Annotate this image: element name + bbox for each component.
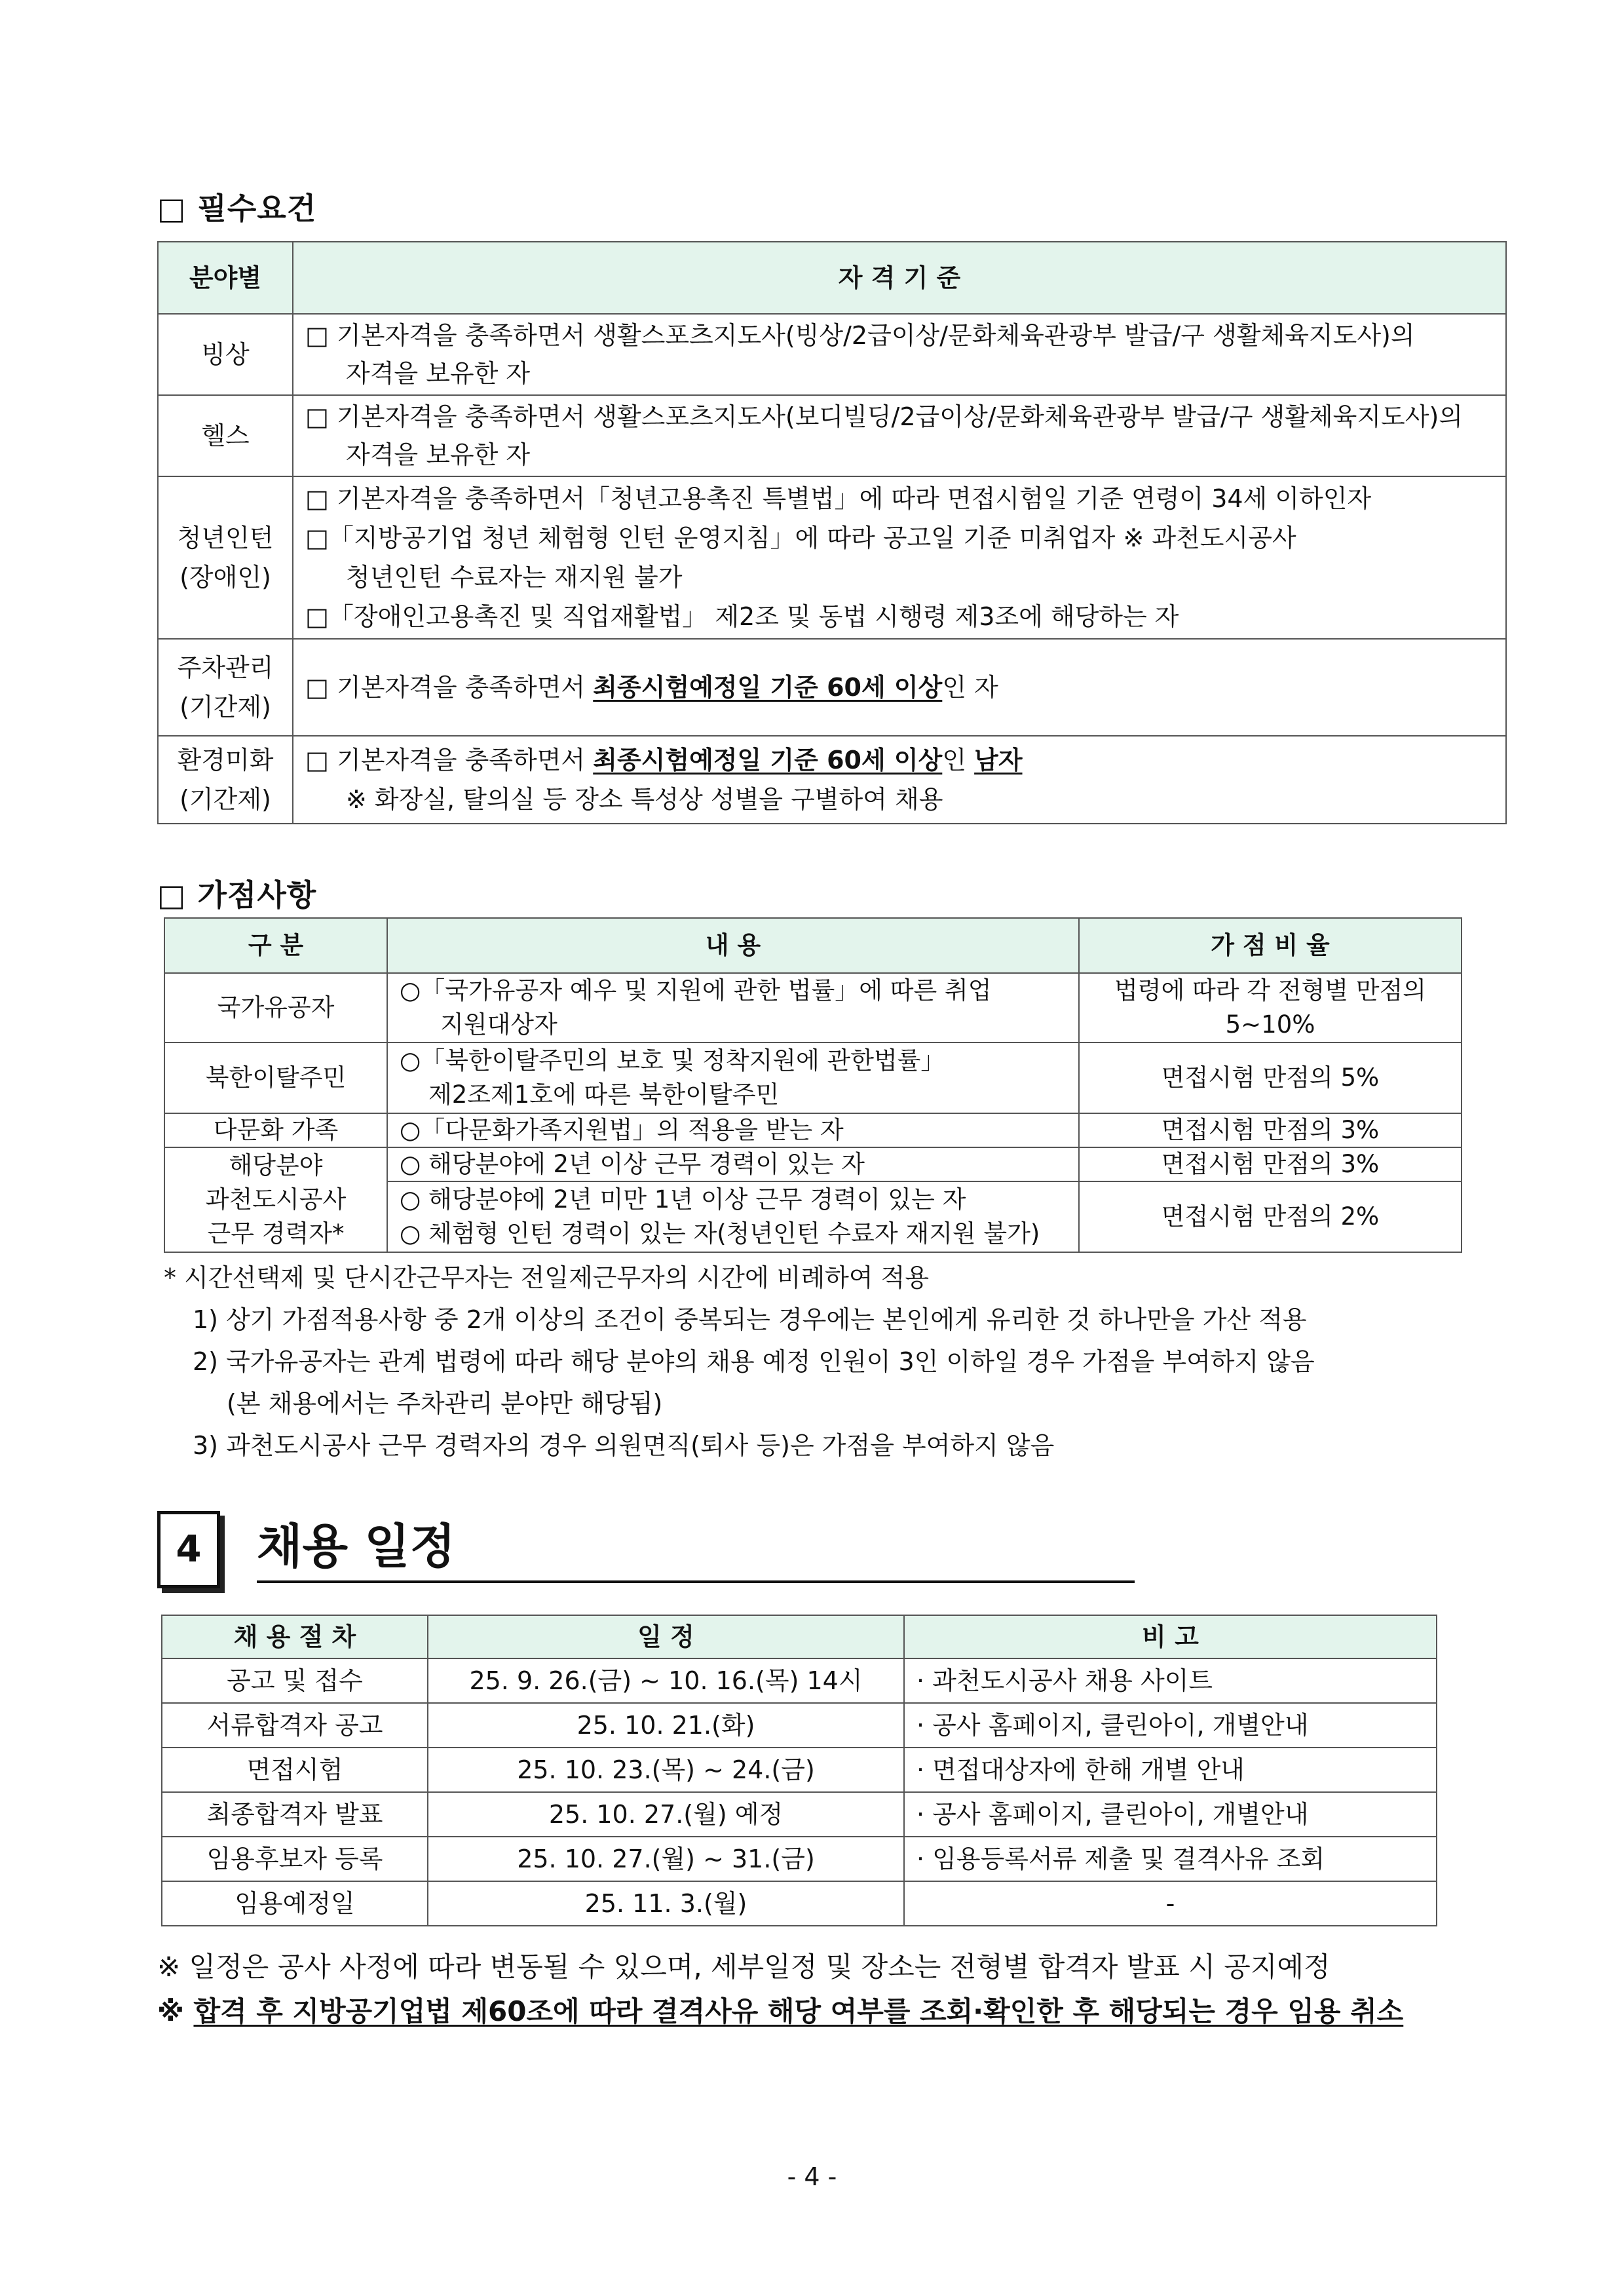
table-row (162, 1881, 1437, 1926)
content-cell: ○「북한이탈주민의 보호 및 정착지원에 관한법률」 제2조제1호에 따른 북한이탈주민 (387, 1043, 1079, 1113)
rate-cell: 면접시험 만점의 3% (1079, 1147, 1462, 1181)
date-cell: 25. 10. 27.(월) 예정 (428, 1792, 904, 1837)
criteria-cell: □ 기본자격을 충족하면서 최종시험예정일 기준 60세 이상인 남자 ※ 화장실, 탈의실 등 장소 특성상 성별을 구별하여 채용 (293, 736, 1506, 824)
note-cell: · 임용등록서류 제출 및 결격사유 조회 (904, 1837, 1437, 1881)
note-item: 1) 상기 가점적용사항 중 2개 이상의 조건이 중복되는 경우에는 본인에게 유리한 것 하나만을 가산 적용 (193, 1305, 1307, 1334)
table-row (164, 973, 1462, 1043)
step-cell: 공고 및 접수 (162, 1658, 428, 1703)
schedule-table (161, 1615, 1437, 1926)
page-number: - 4 - (787, 2162, 837, 2191)
section-required-title: □ 필수요건 (157, 191, 317, 226)
age-requirement-emphasis: 최종시험예정일 기준 60세 이상 (593, 673, 943, 702)
note-item: (본 채용에서는 주차관리 분야만 해당됨) (227, 1389, 663, 1418)
field-cell: 주차관리 (기간제) (158, 639, 293, 736)
date-cell: 25. 10. 27.(월) ~ 31.(금) (428, 1837, 904, 1881)
disqualification-footnote: ※ 합격 후 지방공기업법 제60조에 따라 결격사유 해당 여부를 조회·확인한 후 해당되는 경우 임용 취소 (157, 1995, 1404, 2027)
note-cell: · 과천도시공사 채용 사이트 (904, 1658, 1437, 1703)
table-row (164, 1043, 1462, 1113)
rate-cell: 면접시험 만점의 2% (1079, 1181, 1462, 1252)
header-field: 분야별 (158, 242, 293, 314)
content-cell: ○ 해당분야에 2년 미만 1년 이상 근무 경력이 있는 자 ○ 체험형 인턴 경력이 있는 자(청년인턴 수료자 재지원 불가) (387, 1181, 1079, 1252)
note-cell: - (904, 1881, 1437, 1926)
table-row (162, 1837, 1437, 1881)
section-schedule-title: 채용 일정 (257, 1514, 1135, 1583)
date-cell: 25. 10. 21.(화) (428, 1703, 904, 1748)
section-number-badge: 4 (157, 1511, 220, 1588)
content-cell: ○ 해당분야에 2년 이상 근무 경력이 있는 자 (387, 1147, 1079, 1181)
criteria-cell: □ 기본자격을 충족하면서 생활스포츠지도사(보디빌딩/2급이상/문화체육관광부 발급/구 생활체육지도사)의 자격을 보유한 자 (293, 395, 1506, 476)
note-item: 2) 국가유공자는 관계 법령에 따라 해당 분야의 채용 예정 인원이 3인 이하일 경우 가점을 부여하지 않음 (193, 1347, 1315, 1376)
table-row (162, 1658, 1437, 1703)
header-note: 비 고 (904, 1615, 1437, 1658)
table-row (164, 1147, 1462, 1181)
required-qualifications-table (157, 241, 1507, 824)
note-cell: · 공사 홈페이지, 클린아이, 개별안내 (904, 1703, 1437, 1748)
schedule-footnote: ※ 일정은 공사 사정에 따라 변동될 수 있으며, 세부일정 및 장소는 전형별 합격자 발표 시 공지예정 (157, 1951, 1331, 1983)
table-row (162, 1792, 1437, 1837)
step-cell: 서류합격자 공고 (162, 1703, 428, 1748)
table-row (158, 736, 1506, 824)
note-item: 3) 과천도시공사 근무 경력자의 경우 의원면직(퇴사 등)은 가점을 부여하지 않음 (193, 1431, 1055, 1460)
step-cell: 최종합격자 발표 (162, 1792, 428, 1837)
table-row (162, 1748, 1437, 1792)
step-cell: 임용후보자 등록 (162, 1837, 428, 1881)
rate-cell: 법령에 따라 각 전형별 만점의 5~10% (1079, 973, 1462, 1043)
criteria-cell: □ 기본자격을 충족하면서 생활스포츠지도사(빙상/2급이상/문화체육관광부 발급/구 생활체육지도사)의 자격을 보유한 자 (293, 314, 1506, 395)
field-cell: 헬스 (158, 395, 293, 476)
header-criteria: 자 격 기 준 (293, 242, 1506, 314)
category-cell: 북한이탈주민 (164, 1043, 387, 1113)
header-date: 일 정 (428, 1615, 904, 1658)
table-row (158, 476, 1506, 639)
step-cell: 임용예정일 (162, 1881, 428, 1926)
category-cell: 해당분야 과천도시공사 근무 경력자* (164, 1147, 387, 1252)
field-cell: 청년인턴 (장애인) (158, 476, 293, 639)
section-bonus-title: □ 가점사항 (157, 877, 317, 913)
header-step: 채 용 절 차 (162, 1615, 428, 1658)
header-rate: 가 점 비 율 (1079, 918, 1462, 973)
category-cell: 국가유공자 (164, 973, 387, 1043)
gender-requirement-emphasis: 남자 (974, 746, 1023, 775)
field-cell: 빙상 (158, 314, 293, 395)
bonus-points-table (164, 917, 1462, 1253)
rate-cell: 면접시험 만점의 5% (1079, 1043, 1462, 1113)
note-cell: · 면접대상자에 한해 개별 안내 (904, 1748, 1437, 1792)
criteria-cell: □ 기본자격을 충족하면서「청년고용촉진 특별법」에 따라 면접시험일 기준 연령이 34세 이하인자 □「지방공기업 청년 체험형 인턴 운영지침」에 따라 공고일 기준 미취업자 ※ 과천도시공사 청년인턴 수료자는 재지원 불가 □「장애인고용촉진 및 직업재활법」 제2조 및 동법 시행령 제3조에 해당하는 자 (293, 476, 1506, 639)
criteria-cell: □ 기본자격을 충족하면서 최종시험예정일 기준 60세 이상인 자 (293, 639, 1506, 736)
date-cell: 25. 11. 3.(월) (428, 1881, 904, 1926)
table-row (164, 1113, 1462, 1147)
table-row (158, 639, 1506, 736)
bonus-notes (164, 1257, 1513, 1466)
step-cell: 면접시험 (162, 1748, 428, 1792)
content-cell: ○「국가유공자 예우 및 지원에 관한 법률」에 따른 취업 지원대상자 (387, 973, 1079, 1043)
table-row (162, 1703, 1437, 1748)
content-cell: ○「다문화가족지원법」의 적용을 받는 자 (387, 1113, 1079, 1147)
note-item: * 시간선택제 및 단시간근무자는 전일제근무자의 시간에 비례하여 적용 (164, 1263, 930, 1292)
category-cell: 다문화 가족 (164, 1113, 387, 1147)
age-requirement-emphasis: 최종시험예정일 기준 60세 이상 (593, 746, 943, 775)
header-content: 내 용 (387, 918, 1079, 973)
field-cell: 환경미화 (기간제) (158, 736, 293, 824)
table-row (158, 395, 1506, 476)
date-cell: 25. 10. 23.(목) ~ 24.(금) (428, 1748, 904, 1792)
header-category: 구 분 (164, 918, 387, 973)
rate-cell: 면접시험 만점의 3% (1079, 1113, 1462, 1147)
note-cell: · 공사 홈페이지, 클린아이, 개별안내 (904, 1792, 1437, 1837)
table-row (158, 314, 1506, 395)
date-cell: 25. 9. 26.(금) ~ 10. 16.(목) 14시 (428, 1658, 904, 1703)
